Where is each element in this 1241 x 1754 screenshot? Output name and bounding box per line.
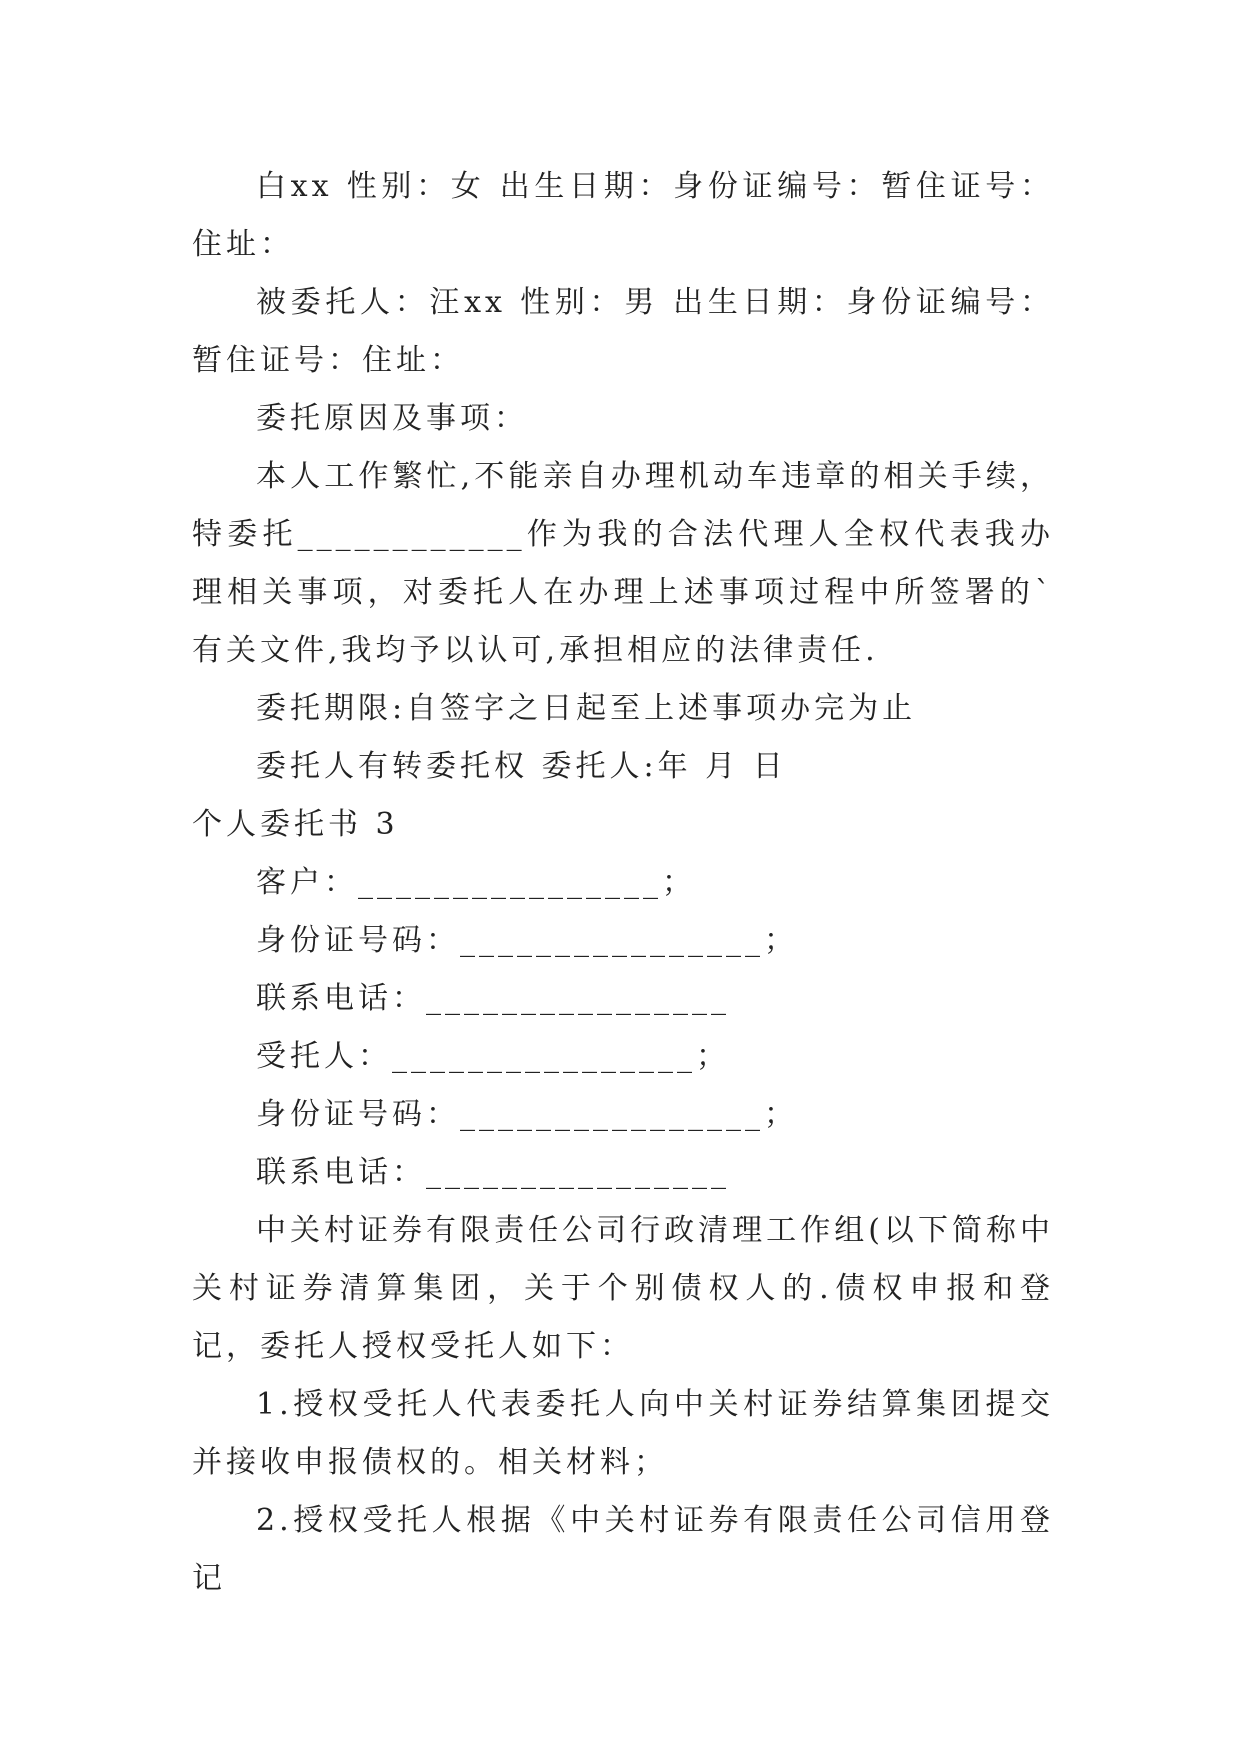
authorization-item-1: 1.授权受托人代表委托人向中关村证券结算集团提交并接收申报债权的。相关材料； bbox=[192, 1387, 1054, 1480]
client-id-field: 身份证号码：________________； bbox=[256, 923, 798, 958]
reason-body-paragraph: 本人工作繁忙,不能亲自办理机动车违章的相关手续，特委托____________作为我的合法代理人全权代表我办理相关事项，对委托人在办理上述事项过程中所签署的`有关文件,我均予以认可,承担相应的法律责任. bbox=[192, 459, 1054, 668]
client-field: 客户：________________； bbox=[256, 865, 696, 900]
reason-heading-paragraph: 委托原因及事项： bbox=[256, 401, 528, 436]
document-body bbox=[192, 158, 1054, 1608]
authorization-item-2: 2.授权受托人根据《中关村证券有限责任公司信用登记 bbox=[192, 1503, 1054, 1596]
trustee-id-field: 身份证号码：________________； bbox=[256, 1097, 798, 1132]
signature-paragraph: 委托人有转委托权 委托人:年 月 日 bbox=[256, 749, 787, 784]
trustee-field: 受托人：________________； bbox=[256, 1039, 730, 1074]
authorization-intro-paragraph: 中关村证券有限责任公司行政清理工作组(以下简称中关村证券清算集团，关于个别债权人的.债权申报和登记，委托人授权受托人如下： bbox=[192, 1213, 1054, 1364]
client-phone-field: 联系电话：________________ bbox=[256, 981, 730, 1016]
agent-info-paragraph: 被委托人：汪xx 性别：男 出生日期：身份证编号：暂住证号：住址： bbox=[192, 285, 1054, 378]
principal-info-paragraph: 白xx 性别：女 出生日期：身份证编号：暂住证号：住址： bbox=[192, 169, 1054, 262]
trustee-phone-field: 联系电话：________________ bbox=[256, 1155, 730, 1190]
section-title: 个人委托书 3 bbox=[192, 807, 399, 842]
term-paragraph: 委托期限:自签字之日起至上述事项办完为止 bbox=[256, 691, 917, 726]
